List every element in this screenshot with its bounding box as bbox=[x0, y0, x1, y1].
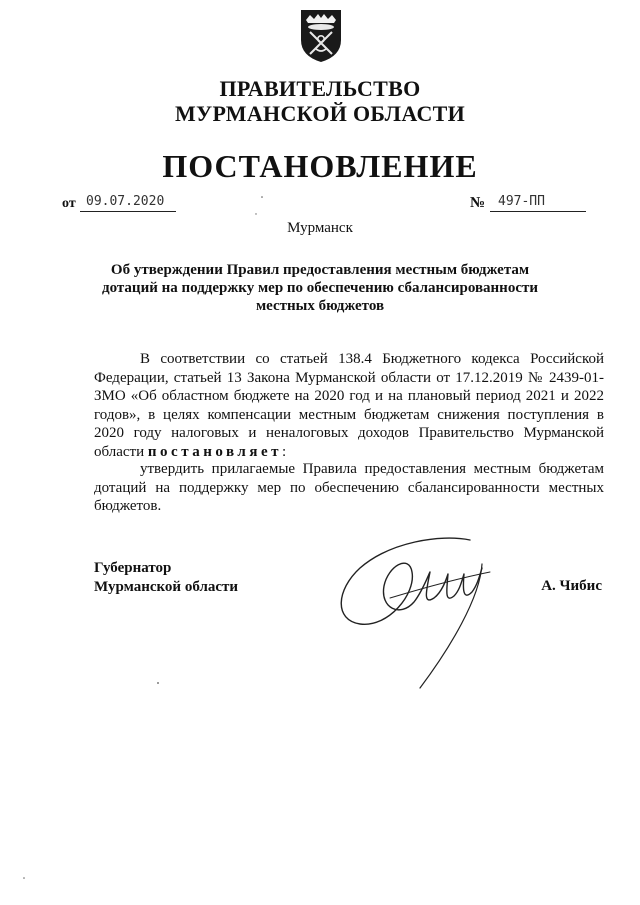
signer-position-line-1: Губернатор bbox=[94, 560, 172, 576]
organization-region: МУРМАНСКОЙ ОБЛАСТИ bbox=[174, 101, 466, 126]
document-type-title: ПОСТАНОВЛЕНИЕ bbox=[162, 148, 478, 184]
number-prefix: № bbox=[470, 195, 486, 211]
document-number: 497-ПП bbox=[490, 193, 586, 212]
signer-name: А. Чибис bbox=[541, 578, 602, 594]
coat-of-arms-icon bbox=[298, 6, 344, 64]
handwritten-signature bbox=[330, 528, 510, 698]
decree-verb: постановляет bbox=[147, 443, 282, 460]
body-paragraph-1-text: В соответствии со статьей 138.4 Бюджетного кодекса Российской Федерации, статьей 13 Закона Мурманской области от 17.12.2019 № 2439-01-ЗМО «Об областном бюджете на 2020 год и на плановый период 2021 и 2022 годов», в целях компенсации местным бюджетам снижения поступления в 2020 году налоговых и неналоговых доходов Правительство Мурманской области bbox=[94, 351, 604, 460]
body-paragraph-2: утвердить прилагаемые Правила предоставления местным бюджетам дотаций на поддержку мер по обеспечению сбалансированности местных бюджетов. bbox=[94, 461, 604, 514]
signer-position bbox=[94, 559, 238, 596]
document-subject: Об утверждении Правил предоставления местным бюджетам дотаций на поддержку мер по обеспечению сбалансированности местных бюджетов bbox=[101, 262, 538, 314]
city-name: Мурманск bbox=[287, 220, 353, 236]
document-date: 09.07.2020 bbox=[80, 193, 176, 212]
signer-position-line-2: Мурманской области bbox=[94, 578, 239, 595]
body-paragraph-1-end: : bbox=[282, 443, 287, 460]
body-paragraph-1 bbox=[94, 350, 604, 461]
date-prefix: от bbox=[62, 196, 76, 211]
organization-name: ПРАВИТЕЛЬСТВО bbox=[219, 76, 421, 101]
